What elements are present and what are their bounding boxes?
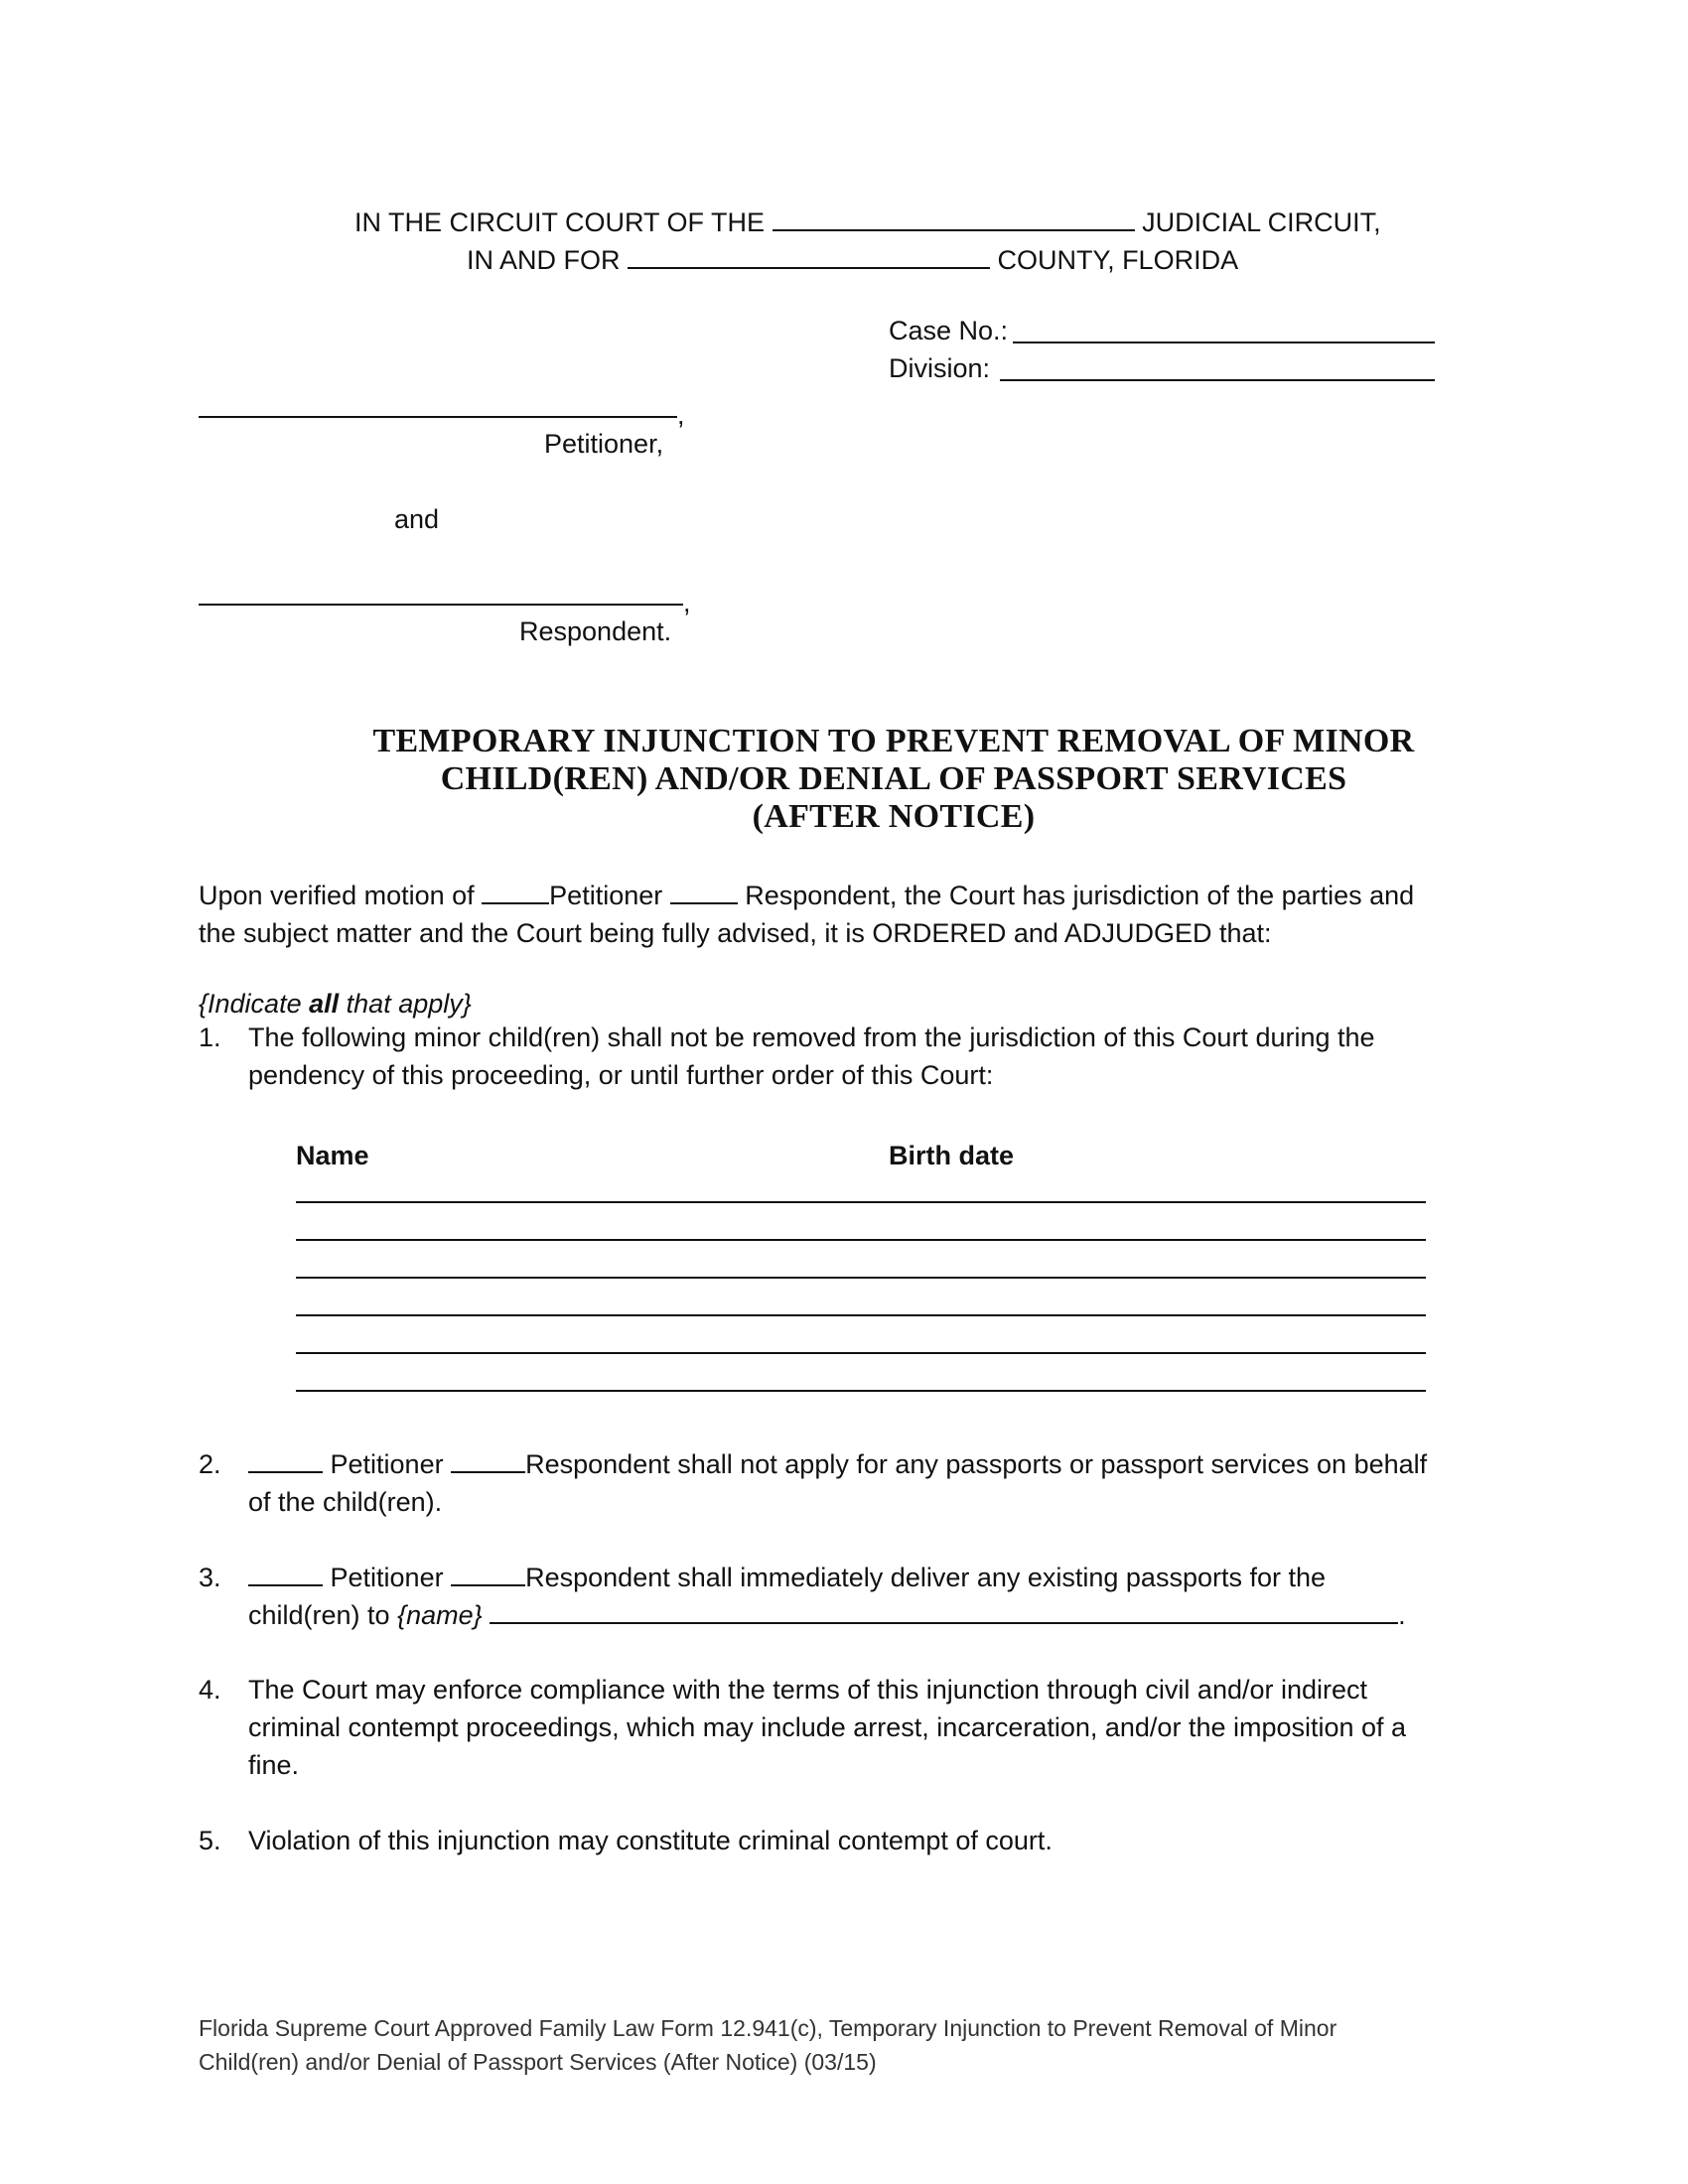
item3-respondent-text: Respondent shall immediately deliver any existing passports for the [525, 1563, 1327, 1592]
division-label: Division: [889, 353, 991, 383]
item2-respondent-text: Respondent shall not apply for any passports or passport services on behalf [525, 1449, 1428, 1479]
name-column-header: Name [296, 1141, 369, 1170]
item3-deliver-to: child(ren) to [248, 1600, 390, 1630]
respondent-check-blank[interactable] [670, 879, 738, 904]
child-entry-line[interactable] [296, 1239, 1426, 1241]
petitioner-check-blank[interactable] [482, 879, 549, 904]
petitioner-name-field[interactable] [199, 416, 677, 418]
form-title-line2: CHILD(REN) AND/OR DENIAL OF PASSPORT SERVICES [440, 760, 1347, 797]
item3-line1 [248, 1559, 1499, 1596]
petitioner-label: Petitioner, [544, 429, 664, 459]
item2-text [248, 1445, 1499, 1521]
form-title-line3: (AFTER NOTICE) [752, 798, 1036, 835]
indicate-open: {Indicate [199, 989, 302, 1019]
footer-line1: Florida Supreme Court Approved Family Law Form 12.941(c), Temporary Injunction to Prevent Removal of Minor [199, 2015, 1337, 2041]
form-title-line1: TEMPORARY INJUNCTION TO PREVENT REMOVAL OF MINOR [372, 723, 1415, 759]
item2-petitioner-option: Petitioner [330, 1449, 444, 1479]
item1-number: 1. [199, 1023, 221, 1052]
county-florida-suffix: COUNTY, FLORIDA [997, 245, 1239, 275]
court-caption-line2 [467, 243, 1238, 274]
indicate-instruction [199, 991, 472, 1018]
petitioner-comma: , [677, 400, 685, 430]
intro-text-start: Upon verified motion of [199, 881, 475, 910]
item2-line1 [248, 1445, 1499, 1483]
division-field[interactable] [1000, 379, 1435, 381]
respondent-label: Respondent. [519, 616, 672, 646]
item4-line3: fine. [248, 1750, 300, 1780]
county-field[interactable] [628, 243, 990, 269]
and-label: and [394, 504, 440, 534]
item5-line1: Violation of this injunction may constitute criminal contempt of court. [248, 1826, 1053, 1855]
intro-petitioner-option: Petitioner [549, 881, 663, 910]
respondent-comma: , [683, 588, 691, 617]
form-footer [199, 2011, 1336, 2079]
item3-text [248, 1559, 1499, 1634]
judicial-circuit-field[interactable] [773, 205, 1135, 231]
item2-respondent-blank[interactable] [451, 1447, 525, 1473]
item2-petitioner-blank[interactable] [248, 1447, 323, 1473]
item5-text [248, 1822, 1499, 1859]
item4-line1: The Court may enforce compliance with the terms of this injunction through civil and/or indirect [248, 1675, 1368, 1705]
item4-line2: criminal contempt proceedings, which may include arrest, incarceration, and/or the imposition of a [248, 1712, 1407, 1742]
item3-name-hint: {name} [397, 1600, 483, 1630]
in-and-for-prefix: IN AND FOR [467, 245, 621, 275]
item1-line1: The following minor child(ren) shall not be removed from the jurisdiction of this Court during the [248, 1023, 1375, 1052]
indicate-all: all [309, 989, 340, 1019]
child-entry-line[interactable] [296, 1352, 1426, 1354]
item2-number: 2. [199, 1449, 221, 1479]
child-entry-line[interactable] [296, 1314, 1426, 1316]
item3-petitioner-blank[interactable] [248, 1561, 323, 1586]
intro-line1 [199, 877, 1509, 914]
item3-petitioner-option: Petitioner [330, 1563, 444, 1592]
respondent-name-field[interactable] [199, 604, 683, 606]
case-no-field[interactable] [1013, 341, 1435, 343]
birth-date-column-header: Birth date [889, 1141, 1015, 1170]
item3-line2 [248, 1596, 1499, 1634]
item3-number: 3. [199, 1563, 221, 1592]
child-entry-line[interactable] [296, 1201, 1426, 1203]
item3-respondent-blank[interactable] [451, 1561, 525, 1586]
item4-text [248, 1671, 1499, 1784]
indicate-close: that apply} [346, 989, 472, 1019]
child-entry-line[interactable] [296, 1390, 1426, 1392]
intro-respondent-option: Respondent, the Court has jurisdiction of the parties and [745, 881, 1415, 910]
item2-line2: of the child(ren). [248, 1487, 443, 1517]
intro-line2: the subject matter and the Court being fully advised, it is ORDERED and ADJUDGED that: [199, 918, 1272, 948]
passport-recipient-field[interactable] [490, 1598, 1398, 1624]
court-caption-line1 [354, 205, 1381, 236]
item5-number: 5. [199, 1826, 221, 1855]
footer-line2: Child(ren) and/or Denial of Passport Services (After Notice) (03/15) [199, 2049, 877, 2075]
item4-number: 4. [199, 1675, 221, 1705]
intro-paragraph [199, 877, 1509, 952]
circuit-court-prefix: IN THE CIRCUIT COURT OF THE [354, 207, 766, 237]
item1-line2: pendency of this proceeding, or until further order of this Court: [248, 1060, 994, 1090]
judicial-circuit-suffix: JUDICIAL CIRCUIT, [1142, 207, 1381, 237]
item3-period: . [1398, 1600, 1406, 1630]
case-no-label: Case No.: [889, 316, 1009, 345]
child-entry-line[interactable] [296, 1277, 1426, 1279]
item1-text [248, 1019, 1499, 1094]
